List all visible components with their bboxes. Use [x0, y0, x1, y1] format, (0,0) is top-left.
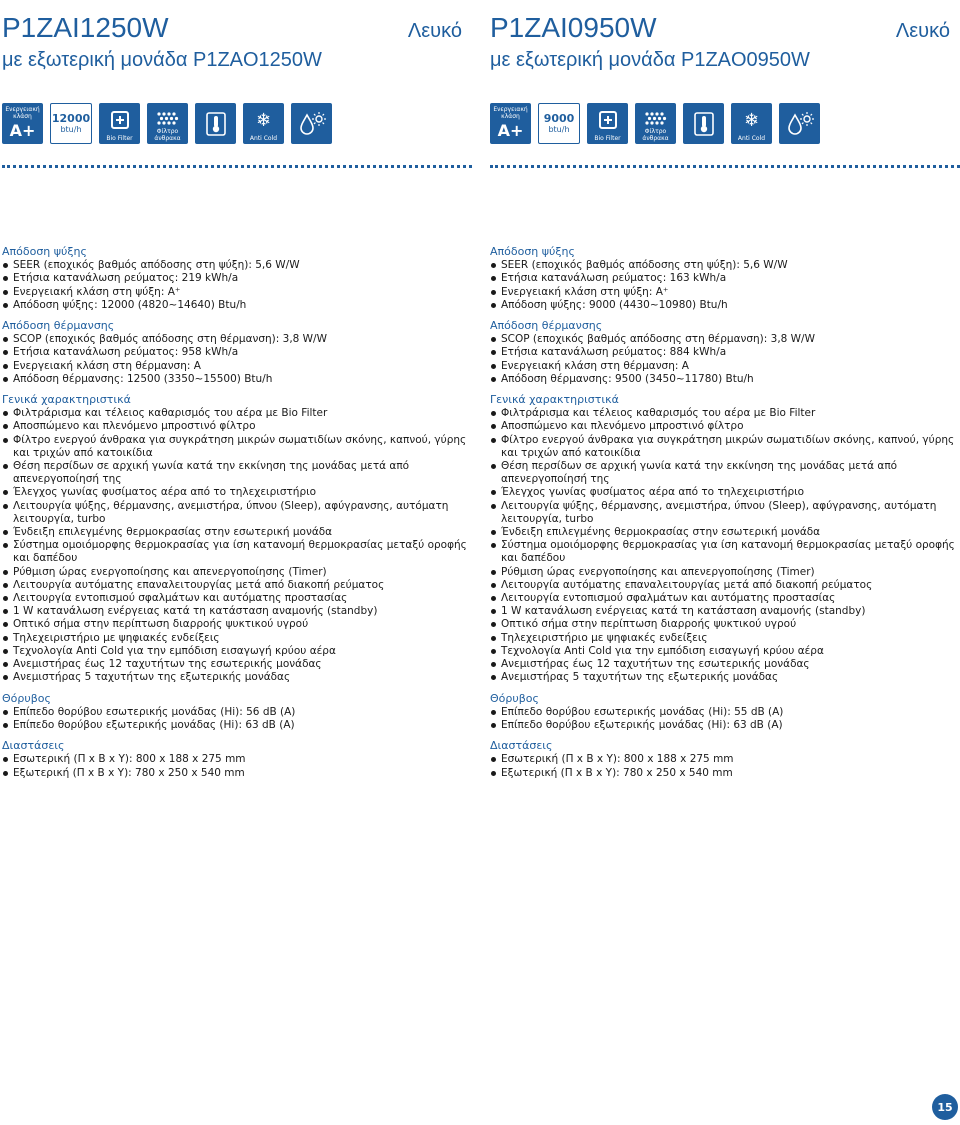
spec-item: Εξωτερική (Π x Β x Υ): 780 x 250 x 540 mm: [2, 767, 472, 780]
spec-item: Επίπεδο θορύβου εσωτερικής μονάδας (Hi): 55 dB (A): [490, 706, 960, 719]
spec-item: Απόδοση ψύξης: 12000 (4820~14640) Btu/h: [2, 299, 472, 312]
spec-item: Ενεργειακή κλάση στη ψύξη: A⁺: [2, 286, 472, 299]
carbon-filter-icon: Φίλτρο άνθρακα: [635, 103, 676, 144]
spec-item: Τηλεχειριστήριο με ψηφιακές ενδείξεις: [2, 632, 472, 645]
energy-class-icon: Ενεργειακή κλάση A+: [490, 103, 531, 144]
color-name: Λευκό: [407, 20, 462, 42]
spec-item: Ετήσια κατανάλωση ρεύματος: 219 kWh/a: [2, 272, 472, 285]
dotted-divider: [2, 157, 472, 168]
spec-list: [490, 753, 960, 779]
outdoor-unit-subtitle: με εξωτερική μονάδα P1ZAO1250W: [2, 49, 322, 71]
spec-item: Θέση περσίδων σε αρχική γωνία κατά την εκκίνηση της μονάδας μετά από απενεργοποίησή της: [2, 460, 472, 486]
spec-item: Απόδοση θέρμανσης: 12500 (3350~15500) Btu/h: [2, 373, 472, 386]
spec-item: Ενεργειακή κλάση στη ψύξη: A⁺: [490, 286, 960, 299]
spec-item: Επίπεδο θορύβου εξωτερικής μονάδας (Hi): 63 dB (A): [490, 719, 960, 732]
spec-item: 1 W κατανάλωση ενέργειας κατά τη κατάσταση αναμονής (standby): [490, 605, 960, 618]
feature-icons: [2, 103, 472, 145]
spec-item: Σύστημα ομοιόμορφης θερμοκρασίας για ίση κατανομή θερμοκρασίας μεταξύ οροφής και δαπέδου: [490, 539, 960, 565]
spec-item: Λειτουργία αυτόματης επαναλειτουργίας μετά από διακοπή ρεύματος: [2, 579, 472, 592]
thermometer-icon: [195, 103, 236, 144]
spec-item: Ρύθμιση ώρας ενεργοποίησης και απενεργοποίησης (Timer): [490, 566, 960, 579]
spec-item: SCOP (εποχικός βαθμός απόδοσης στη θέρμανση): 3,8 W/W: [2, 333, 472, 346]
humidity-sun-icon: [779, 103, 820, 144]
spec-item: Ένδειξη επιλεγμένης θερμοκρασίας στην εσωτερική μονάδα: [490, 526, 960, 539]
spec-item: Ρύθμιση ώρας ενεργοποίησης και απενεργοποίησης (Timer): [2, 566, 472, 579]
spec-item: Τηλεχειριστήριο με ψηφιακές ενδείξεις: [490, 632, 960, 645]
spec-item: Ανεμιστήρας 5 ταχυτήτων της εξωτερικής μονάδας: [490, 671, 960, 684]
spec-item: Εξωτερική (Π x Β x Υ): 780 x 250 x 540 mm: [490, 767, 960, 780]
spec-item: Ένδειξη επιλεγμένης θερμοκρασίας στην εσωτερική μονάδα: [2, 526, 472, 539]
section-title: Απόδοση ψύξης: [490, 245, 575, 258]
spec-item: Σύστημα ομοιόμορφης θερμοκρασίας για ίση κατανομή θερμοκρασίας μεταξύ οροφής και δαπέδου: [2, 539, 472, 565]
specs-left: [2, 245, 472, 780]
spec-list: [2, 259, 472, 312]
spec-item: Λειτουργία ψύξης, θέρμανσης, ανεμιστήρα, ύπνου (Sleep), αφύγρανσης, αυτόματη λειτουργία, turbo: [490, 500, 960, 526]
spec-list: [490, 259, 960, 312]
model-header: [490, 12, 960, 46]
spec-item: Ενεργειακή κλάση στη θέρμανση: A: [2, 360, 472, 373]
specs-right: [490, 245, 960, 780]
section-title: Απόδοση ψύξης: [2, 245, 87, 258]
section-title: Απόδοση θέρμανσης: [2, 319, 115, 333]
spec-item: Ετήσια κατανάλωση ρεύματος: 958 kWh/a: [2, 346, 472, 359]
spec-item: Επίπεδο θορύβου εσωτερικής μονάδας (Hi): 56 dB (A): [2, 706, 472, 719]
spec-item: Τεχνολογία Anti Cold για την εμπόδιση εισαγωγή κρύου αέρα: [490, 645, 960, 658]
spec-item: SCOP (εποχικός βαθμός απόδοσης στη θέρμανση): 3,8 W/W: [490, 333, 960, 346]
product-left: [2, 0, 472, 168]
page-number-badge: 15: [932, 1094, 958, 1120]
spec-item: Αποσπώμενο και πλενόμενο μπροστινό φίλτρο: [2, 420, 472, 433]
spec-list: [2, 407, 472, 684]
model-header: [2, 12, 472, 46]
spec-list: [490, 333, 960, 386]
energy-class-icon: Ενεργειακή κλάση A+: [2, 103, 43, 144]
thermometer-icon: [683, 103, 724, 144]
spec-item: Ανεμιστήρας έως 12 ταχυτήτων της εσωτερικής μονάδας: [2, 658, 472, 671]
spec-item: Θέση περσίδων σε αρχική γωνία κατά την εκκίνηση της μονάδας μετά από απενεργοποίησή της: [490, 460, 960, 486]
spec-item: Φιλτράρισμα και τέλειος καθαρισμός του αέρα με Bio Filter: [490, 407, 960, 420]
spec-item: Λειτουργία ψύξης, θέρμανσης, ανεμιστήρα, ύπνου (Sleep), αφύγρανσης, αυτόματη λειτουργία, turbo: [2, 500, 472, 526]
spec-item: Ετήσια κατανάλωση ρεύματος: 884 kWh/a: [490, 346, 960, 359]
spec-item: Οπτικό σήμα στην περίπτωση διαρροής ψυκτικού υγρού: [490, 618, 960, 631]
section-title: Γενικά χαρακτηριστικά: [2, 393, 131, 407]
feature-icons: [490, 103, 960, 145]
section-title: Θόρυβος: [2, 691, 51, 705]
section-title: Απόδοση θέρμανσης: [490, 319, 603, 333]
anti-cold-icon: ❄ Anti Cold: [243, 103, 284, 144]
bio-filter-icon: Bio Filter: [587, 103, 628, 144]
spec-item: Τεχνολογία Anti Cold για την εμπόδιση εισαγωγή κρύου αέρα: [2, 645, 472, 658]
spec-item: Απόδοση θέρμανσης: 9500 (3450~11780) Btu/h: [490, 373, 960, 386]
anti-cold-icon: ❄ Anti Cold: [731, 103, 772, 144]
spec-list: [490, 407, 960, 684]
section-title: Γενικά χαρακτηριστικά: [490, 393, 619, 407]
spec-item: Αποσπώμενο και πλενόμενο μπροστινό φίλτρο: [490, 420, 960, 433]
model-name: P1ZAI0950W: [490, 12, 657, 43]
carbon-filter-icon: Φίλτρο άνθρακα: [147, 103, 188, 144]
model-name: P1ZAI1250W: [2, 12, 169, 43]
spec-item: Λειτουργία εντοπισμού σφαλμάτων και αυτόματης προστασίας: [2, 592, 472, 605]
section-title: Θόρυβος: [490, 691, 539, 705]
color-name: Λευκό: [895, 20, 950, 42]
spec-item: Ενεργειακή κλάση στη θέρμανση: A: [490, 360, 960, 373]
spec-item: Φίλτρο ενεργού άνθρακα για συγκράτηση μικρών σωματιδίων σκόνης, καπνού, γύρης και τριχών από κατοικίδια: [490, 434, 960, 460]
outdoor-unit-subtitle: με εξωτερική μονάδα P1ZAO0950W: [490, 49, 810, 71]
bio-filter-icon: Bio Filter: [99, 103, 140, 144]
spec-item: Απόδοση ψύξης: 9000 (4430~10980) Btu/h: [490, 299, 960, 312]
spec-item: Έλεγχος γωνίας φυσίματος αέρα από το τηλεχειριστήριο: [490, 486, 960, 499]
spec-item: Επίπεδο θορύβου εξωτερικής μονάδας (Hi): 63 dB (A): [2, 719, 472, 732]
spec-item: SEER (εποχικός βαθμός απόδοσης στη ψύξη): 5,6 W/W: [2, 259, 472, 272]
spec-item: Λειτουργία εντοπισμού σφαλμάτων και αυτόματης προστασίας: [490, 592, 960, 605]
spec-item: Οπτικό σήμα στην περίπτωση διαρροής ψυκτικού υγρού: [2, 618, 472, 631]
spec-item: Εσωτερική (Π x Β x Υ): 800 x 188 x 275 mm: [2, 753, 472, 766]
spec-item: Ανεμιστήρας 5 ταχυτήτων της εξωτερικής μονάδας: [2, 671, 472, 684]
section-title: Διαστάσεις: [490, 739, 553, 753]
spec-item: Ετήσια κατανάλωση ρεύματος: 163 kWh/a: [490, 272, 960, 285]
section-title: Διαστάσεις: [2, 739, 65, 753]
spec-list: [2, 753, 472, 779]
btu-capacity-icon: 9000 btu/h: [538, 103, 580, 144]
spec-item: SEER (εποχικός βαθμός απόδοσης στη ψύξη): 5,6 W/W: [490, 259, 960, 272]
spec-list: [2, 333, 472, 386]
spec-item: Ανεμιστήρας έως 12 ταχυτήτων της εσωτερικής μονάδας: [490, 658, 960, 671]
humidity-sun-icon: [291, 103, 332, 144]
spec-item: Έλεγχος γωνίας φυσίματος αέρα από το τηλεχειριστήριο: [2, 486, 472, 499]
spec-item: 1 W κατανάλωση ενέργειας κατά τη κατάσταση αναμονής (standby): [2, 605, 472, 618]
spec-list: [2, 706, 472, 732]
product-right: [490, 0, 960, 168]
spec-item: Λειτουργία αυτόματης επαναλειτουργίας μετά από διακοπή ρεύματος: [490, 579, 960, 592]
btu-capacity-icon: 12000 btu/h: [50, 103, 92, 144]
spec-list: [490, 706, 960, 732]
spec-item: Εσωτερική (Π x Β x Υ): 800 x 188 x 275 mm: [490, 753, 960, 766]
dotted-divider: [490, 157, 960, 168]
spec-item: Φίλτρο ενεργού άνθρακα για συγκράτηση μικρών σωματιδίων σκόνης, καπνού, γύρης και τριχών από κατοικίδια: [2, 434, 472, 460]
spec-item: Φιλτράρισμα και τέλειος καθαρισμός του αέρα με Bio Filter: [2, 407, 472, 420]
